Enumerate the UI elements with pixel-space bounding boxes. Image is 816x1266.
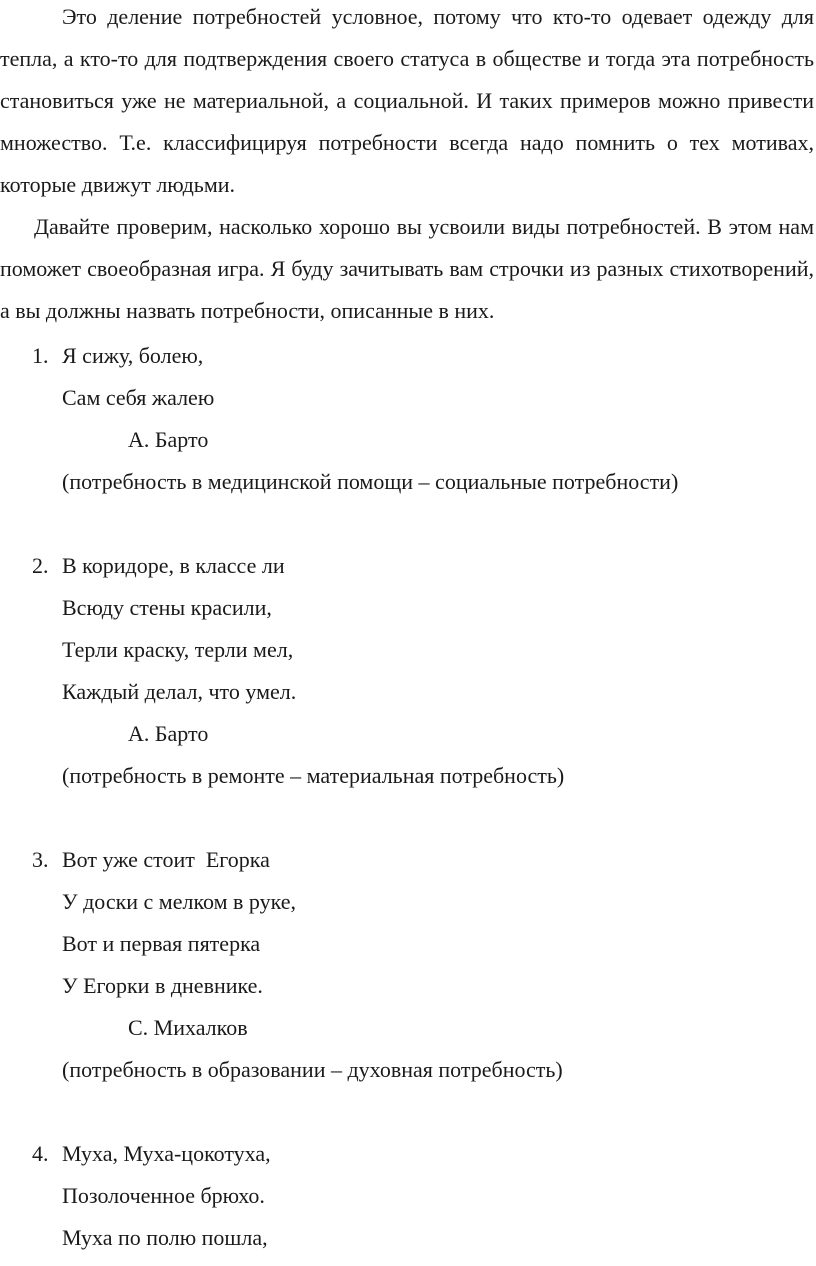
item-4-line-1: Муха, Муха-цокотуха, — [62, 1141, 271, 1166]
item-1-author: А. Барто — [128, 427, 209, 452]
item-1-number: 1. — [32, 343, 49, 368]
task-paragraph: Давайте проверим, насколько хорошо вы усвоили виды потребностей. В этом нам поможет своеобразная игра. Я буду зачитывать вам строчки из разных стихотворений, а вы должны назвать потребности, описанные в них. — [0, 214, 814, 323]
item-3-line-2: У доски с мелком в руке, — [62, 889, 297, 914]
intro-paragraph: Это деление потребностей условное, потому что кто-то одевает одежду для тепла, а кто-то для подтверждения своего статуса в обществе и тогда эта потребность становиться уже не материальной, а социальной. И таких примеров можно привести множество. Т.е. классифицируя потребности всегда надо помнить о тех мотивах, которые движут людьми. — [0, 4, 814, 197]
item-3-number: 3. — [32, 847, 49, 872]
item-1-line-2: Сам себя жалею — [62, 385, 215, 410]
item-3-answer: (потребность в образовании – духовная потребность) — [62, 1057, 563, 1082]
item-3-line-4: У Егорки в дневнике. — [62, 973, 263, 998]
item-2-line-4: Каждый делал, что умел. — [62, 679, 297, 704]
item-1-answer: (потребность в медицинской помощи – социальные потребности) — [62, 469, 679, 494]
item-2-line-1: В коридоре, в классе ли — [62, 553, 285, 578]
item-4-line-2: Позолоченное брюхо. — [62, 1183, 265, 1208]
item-3-author: С. Михалков — [128, 1015, 248, 1040]
item-4-number: 4. — [32, 1141, 49, 1166]
item-2-line-3: Терли краску, терли мел, — [62, 637, 294, 662]
item-3-line-1: Вот уже стоит Егорка — [62, 847, 270, 872]
item-4-line-3: Муха по полю пошла, — [62, 1225, 268, 1250]
item-3-line-3: Вот и первая пятерка — [62, 931, 261, 956]
item-2-line-2: Всюду стены красили, — [62, 595, 272, 620]
item-2-answer: (потребность в ремонте – материальная потребность) — [62, 763, 565, 788]
item-2-author: А. Барто — [128, 721, 209, 746]
item-2-number: 2. — [32, 553, 49, 578]
item-1-line-1: Я сижу, болею, — [62, 343, 204, 368]
